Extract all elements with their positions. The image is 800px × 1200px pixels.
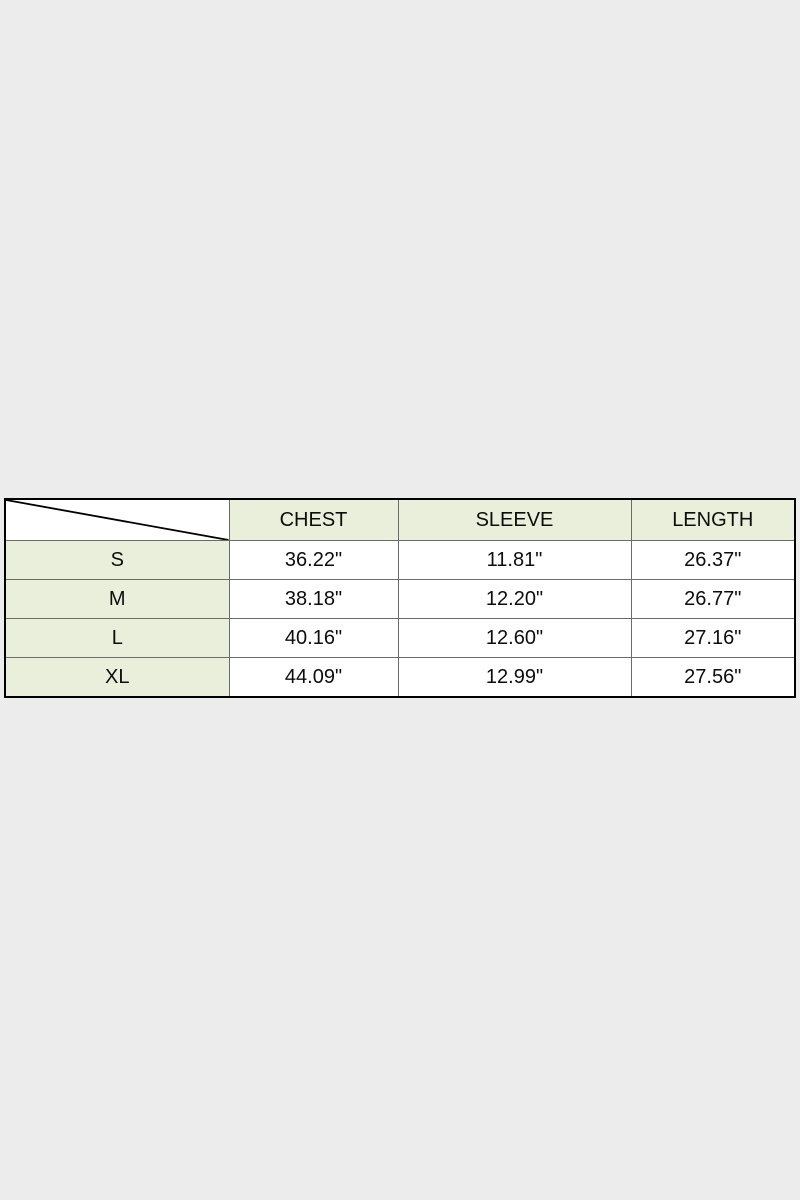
header-row xyxy=(5,499,795,541)
cell-xl-chest: 44.09" xyxy=(229,658,398,698)
column-header-chest: CHEST xyxy=(229,499,398,541)
cell-l-length: 27.16" xyxy=(631,619,795,658)
cell-xl-length: 27.56" xyxy=(631,658,795,698)
size-label-xl: XL xyxy=(5,658,229,698)
cell-l-chest: 40.16" xyxy=(229,619,398,658)
cell-l-sleeve: 12.60" xyxy=(398,619,631,658)
cell-m-sleeve: 12.20" xyxy=(398,580,631,619)
size-chart xyxy=(4,498,794,698)
corner-diagonal-cell xyxy=(5,499,229,541)
table-row-xl xyxy=(5,658,795,698)
table-row-s xyxy=(5,541,795,580)
size-chart-table xyxy=(4,498,796,698)
cell-s-sleeve: 11.81" xyxy=(398,541,631,580)
table-row-m xyxy=(5,580,795,619)
size-label-m: M xyxy=(5,580,229,619)
diagonal-line-icon xyxy=(6,500,229,540)
size-label-l: L xyxy=(5,619,229,658)
cell-m-length: 26.77" xyxy=(631,580,795,619)
column-header-length: LENGTH xyxy=(631,499,795,541)
size-label-s: S xyxy=(5,541,229,580)
cell-s-length: 26.37" xyxy=(631,541,795,580)
cell-s-chest: 36.22" xyxy=(229,541,398,580)
cell-m-chest: 38.18" xyxy=(229,580,398,619)
column-header-sleeve: SLEEVE xyxy=(398,499,631,541)
cell-xl-sleeve: 12.99" xyxy=(398,658,631,698)
table-row-l xyxy=(5,619,795,658)
